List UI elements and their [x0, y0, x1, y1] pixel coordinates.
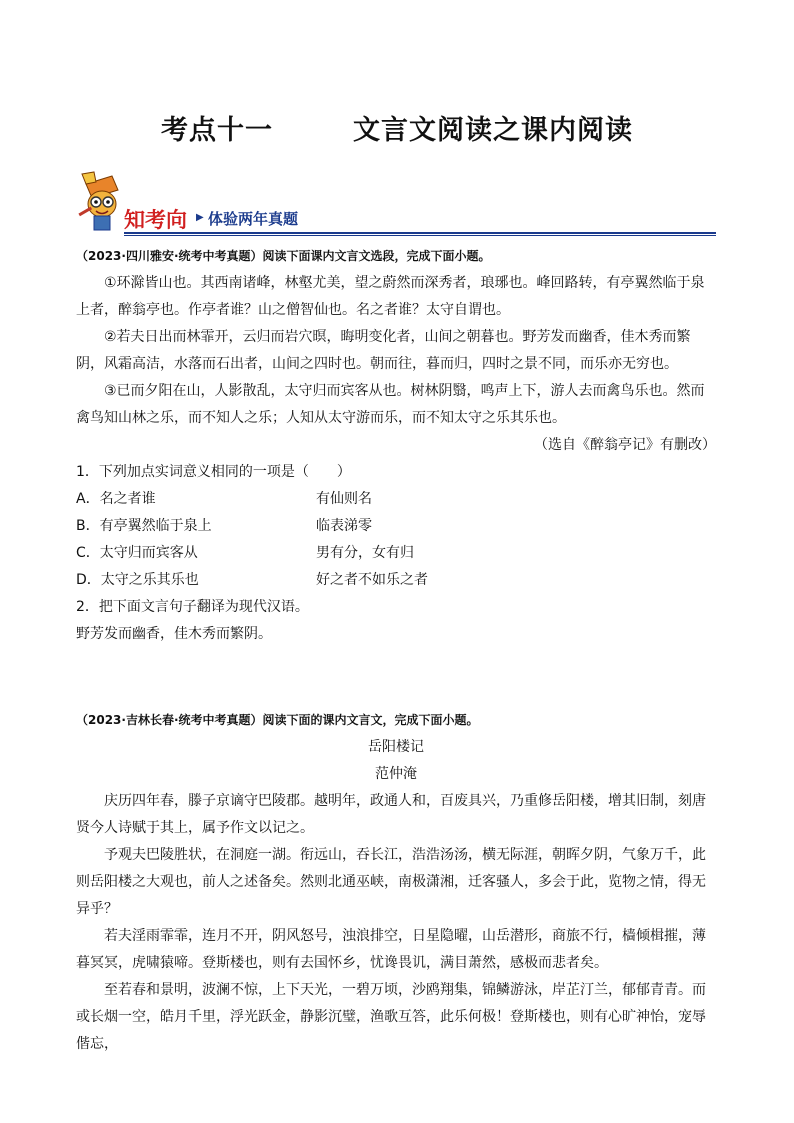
- option-c-left: C．太守归而宾客从: [76, 545, 198, 561]
- question-section-1: [76, 246, 716, 648]
- question-2: 2．把下面文言句子翻译为现代汉语。: [76, 599, 309, 615]
- option-row: [76, 513, 716, 540]
- option-row: [76, 540, 716, 567]
- option-a-left: A．名之者谁: [76, 491, 156, 507]
- question-source: （2023·吉林长春·统考中考真题）阅读下面的课内文言文，完成下面小题。: [76, 713, 479, 727]
- option-a-right: 有仙则名: [316, 491, 372, 507]
- passage-paragraph: ②若夫日出而林霏开，云归而岩穴暝，晦明变化者，山间之朝暮也。野芳发而幽香，佳木秀而繁阴，风霜高洁，水落而石出者，山间之四时也。朝而往，暮而归，四时之景不同，而乐亦无穷也。: [76, 329, 691, 372]
- page-title: [0, 108, 794, 147]
- option-row: [76, 486, 716, 513]
- passage-paragraph: ①环滁皆山也。其西南诸峰，林壑尤美，望之蔚然而深秀者，琅琊也。峰回路转，有亭翼然临于泉上者，醉翁亭也。作亭者谁？山之僧智仙也。名之者谁？太守自谓也。: [76, 275, 705, 318]
- banner-title: 知考向: [124, 208, 187, 232]
- passage-paragraph: ③已而夕阳在山，人影散乱，太守归而宾客从也。树林阴翳，鸣声上下，游人去而禽鸟乐也。然而禽鸟知山林之乐，而不知人之乐；人知从太守游而乐，而不知太守之乐其乐也。: [76, 383, 705, 426]
- passage-citation: （选自《醉翁亭记》有删改）: [534, 437, 716, 453]
- option-b-left: B．有亭翼然临于泉上: [76, 518, 212, 534]
- option-row: [76, 567, 716, 594]
- essay-paragraph: 至若春和景明，波澜不惊，上下天光，一碧万顷，沙鸥翔集，锦鳞游泳，岸芷汀兰，郁郁青青。而或长烟一空，皓月千里，浮光跃金，静影沉璧，渔歌互答，此乐何极！登斯楼也，则有心旷神怡，宠辱偕忘，: [76, 982, 706, 1052]
- section-banner: [72, 170, 716, 236]
- title-part2: 文言文阅读之课内阅读: [353, 115, 633, 146]
- essay-paragraph: 庆历四年春，滕子京谪守巴陵郡。越明年，政通人和，百废具兴，乃重修岳阳楼，增其旧制，刻唐贤今人诗赋于其上，属予作文以记之。: [76, 793, 706, 836]
- title-part1: 考点十一: [161, 115, 273, 146]
- option-c-right: 男有分，女有归: [316, 545, 414, 561]
- banner-subtitle: 体验两年真题: [208, 210, 299, 228]
- essay-paragraph: 予观夫巴陵胜状，在洞庭一湖。衔远山，吞长江，浩浩汤汤，横无际涯，朝晖夕阴，气象万千，此则岳阳楼之大观也，前人之述备矣。然则北通巫峡，南极潇湘，迁客骚人，多会于此，览物之情，得无异乎？: [76, 847, 706, 917]
- play-arrow-icon: ▶: [196, 212, 204, 223]
- essay-title: 岳阳楼记: [368, 739, 424, 755]
- question-source: （2023·四川雅安·统考中考真题）阅读下面课内文言文选段，完成下面小题。: [76, 249, 491, 263]
- banner-divider: [124, 232, 716, 234]
- question-section-2: [76, 710, 716, 1058]
- option-d-right: 好之者不如乐之者: [316, 572, 428, 588]
- essay-author: 范仲淹: [375, 766, 417, 782]
- question-2-sentence: 野芳发而幽香，佳木秀而繁阴。: [76, 626, 272, 642]
- banner-divider-thin: [124, 235, 716, 236]
- question-1: 1．下列加点实词意义相同的一项是（ ）: [76, 464, 351, 480]
- essay-paragraph: 若夫淫雨霏霏，连月不开，阴风怒号，浊浪排空，日星隐曜，山岳潜形，商旅不行，樯倾楫摧，薄暮冥冥，虎啸猿啼。登斯楼也，则有去国怀乡，忧谗畏讥，满目萧然，感极而悲者矣。: [76, 928, 706, 971]
- option-b-right: 临表涕零: [316, 518, 372, 534]
- pencil-mascot-icon: [72, 170, 128, 236]
- option-d-left: D．太守之乐其乐也: [76, 572, 199, 588]
